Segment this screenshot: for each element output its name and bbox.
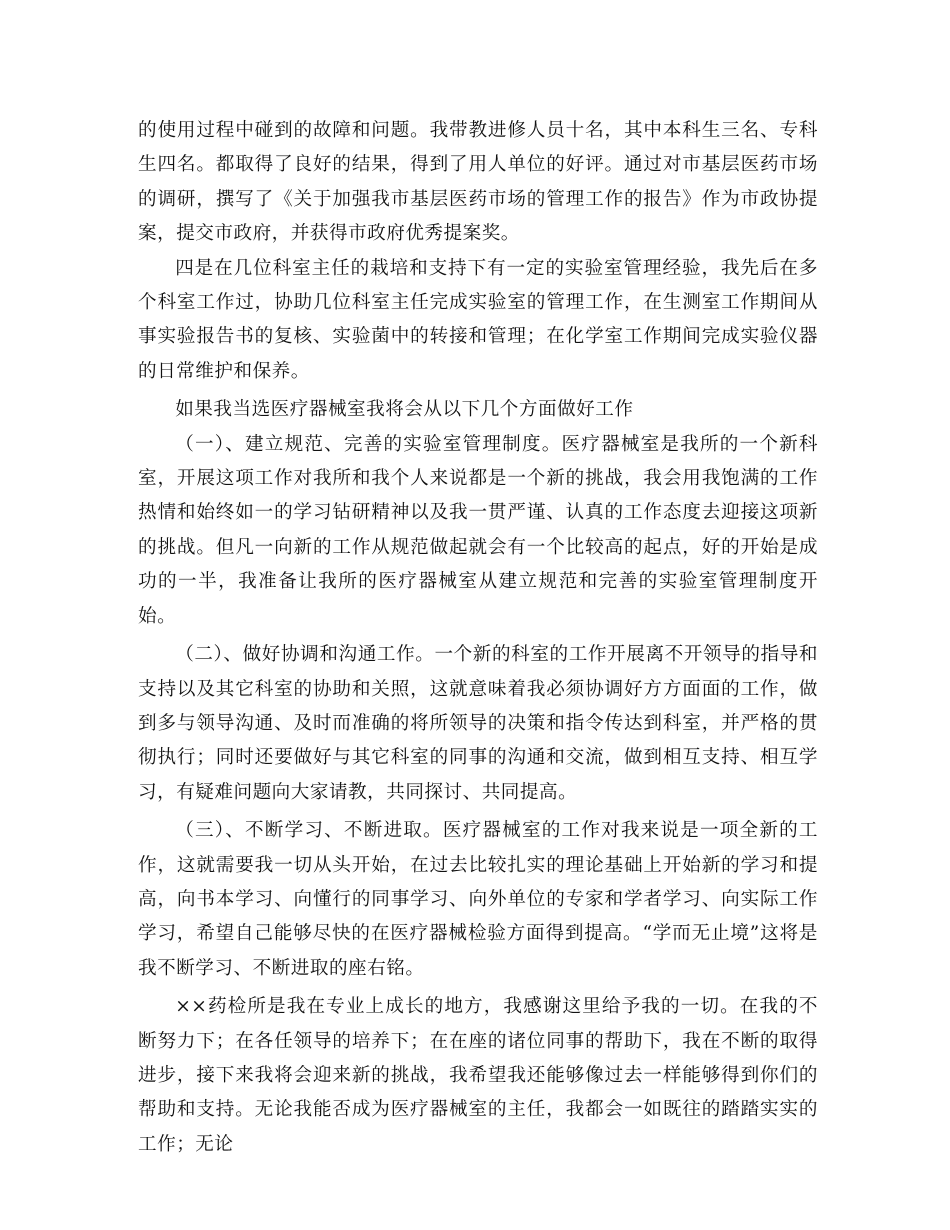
paragraph-plan-two: （二）、做好协调和沟通工作。一个新的科室的工作开展离不开领导的指导和支持以及其它科室的协助和关照，这就意味着我必须协调好方方面面的工作，做到多与领导沟通、及时而准确的将所领导的决策和指令传达到科室，并严格的贯彻执行；同时还要做好与其它科室的同事的沟通和交流，做到相互支持、相互学习，有疑难问题向大家请教，共同探讨、共同提高。 [138, 644, 818, 803]
paragraph-closing: ××药检所是我在专业上成长的地方，我感谢这里给予我的一切。在我的不断努力下；在各任领导的培养下；在在座的诸位同事的帮助下，我在不断的取得进步，接下来我将会迎来新的挑战，我希望我还能够像过去一样能够得到你们的帮助和支持。无论我能否成为医疗器械室的主任，我都会一如既往的踏踏实实的工作；无论 [138, 996, 818, 1155]
paragraph-plan-intro: 如果我当选医疗器械室我将会从以下几个方面做好工作 [175, 399, 634, 421]
document-body [138, 114, 818, 1162]
paragraph-plan-one: （一）、建立规范、完善的实验室管理制度。医疗器械室是我所的一个新科室，开展这项工作对我所和我个人来说都是一个新的挑战，我会用我饱满的工作热情和始终如一的学习钻研精神以及我一贯严谨、认真的工作态度去迎接这项新的挑战。但凡一向新的工作从规范做起就会有一个比较高的起点，好的开始是成功的一半，我准备让我所的医疗器械室从建立规范和完善的实验室管理制度开始。 [138, 433, 818, 627]
paragraph-experience-four: 四是在几位科室主任的栽培和支持下有一定的实验室管理经验，我先后在多个科室工作过，协助几位科室主任完成实验室的管理工作，在生测室工作期间从事实验报告书的复核、实验菌中的转接和管理；在化学室工作期间完成实验仪器的日常维护和保养。 [138, 257, 818, 382]
paragraph-plan-three: （三）、不断学习、不断进取。医疗器械室的工作对我来说是一项全新的工作，这就需要我一切从头开始，在过去比较扎实的理论基础上开始新的学习和提高，向书本学习、向懂行的同事学习、向外单位的专家和学者学习、向实际工作学习，希望自己能够尽快的在医疗器械检验方面得到提高。“学而无止境”这将是我不断学习、不断进取的座右铭。 [138, 820, 818, 979]
paragraph-continuation: 的使用过程中碰到的故障和问题。我带教进修人员十名，其中本科生三名、专科生四名。都取得了良好的结果，得到了用人单位的好评。通过对市基层医药市场的调研，撰写了《关于加强我市基层医药市场的管理工作的报告》作为市政协提案，提交市政府，并获得市政府优秀提案奖。 [138, 120, 818, 245]
